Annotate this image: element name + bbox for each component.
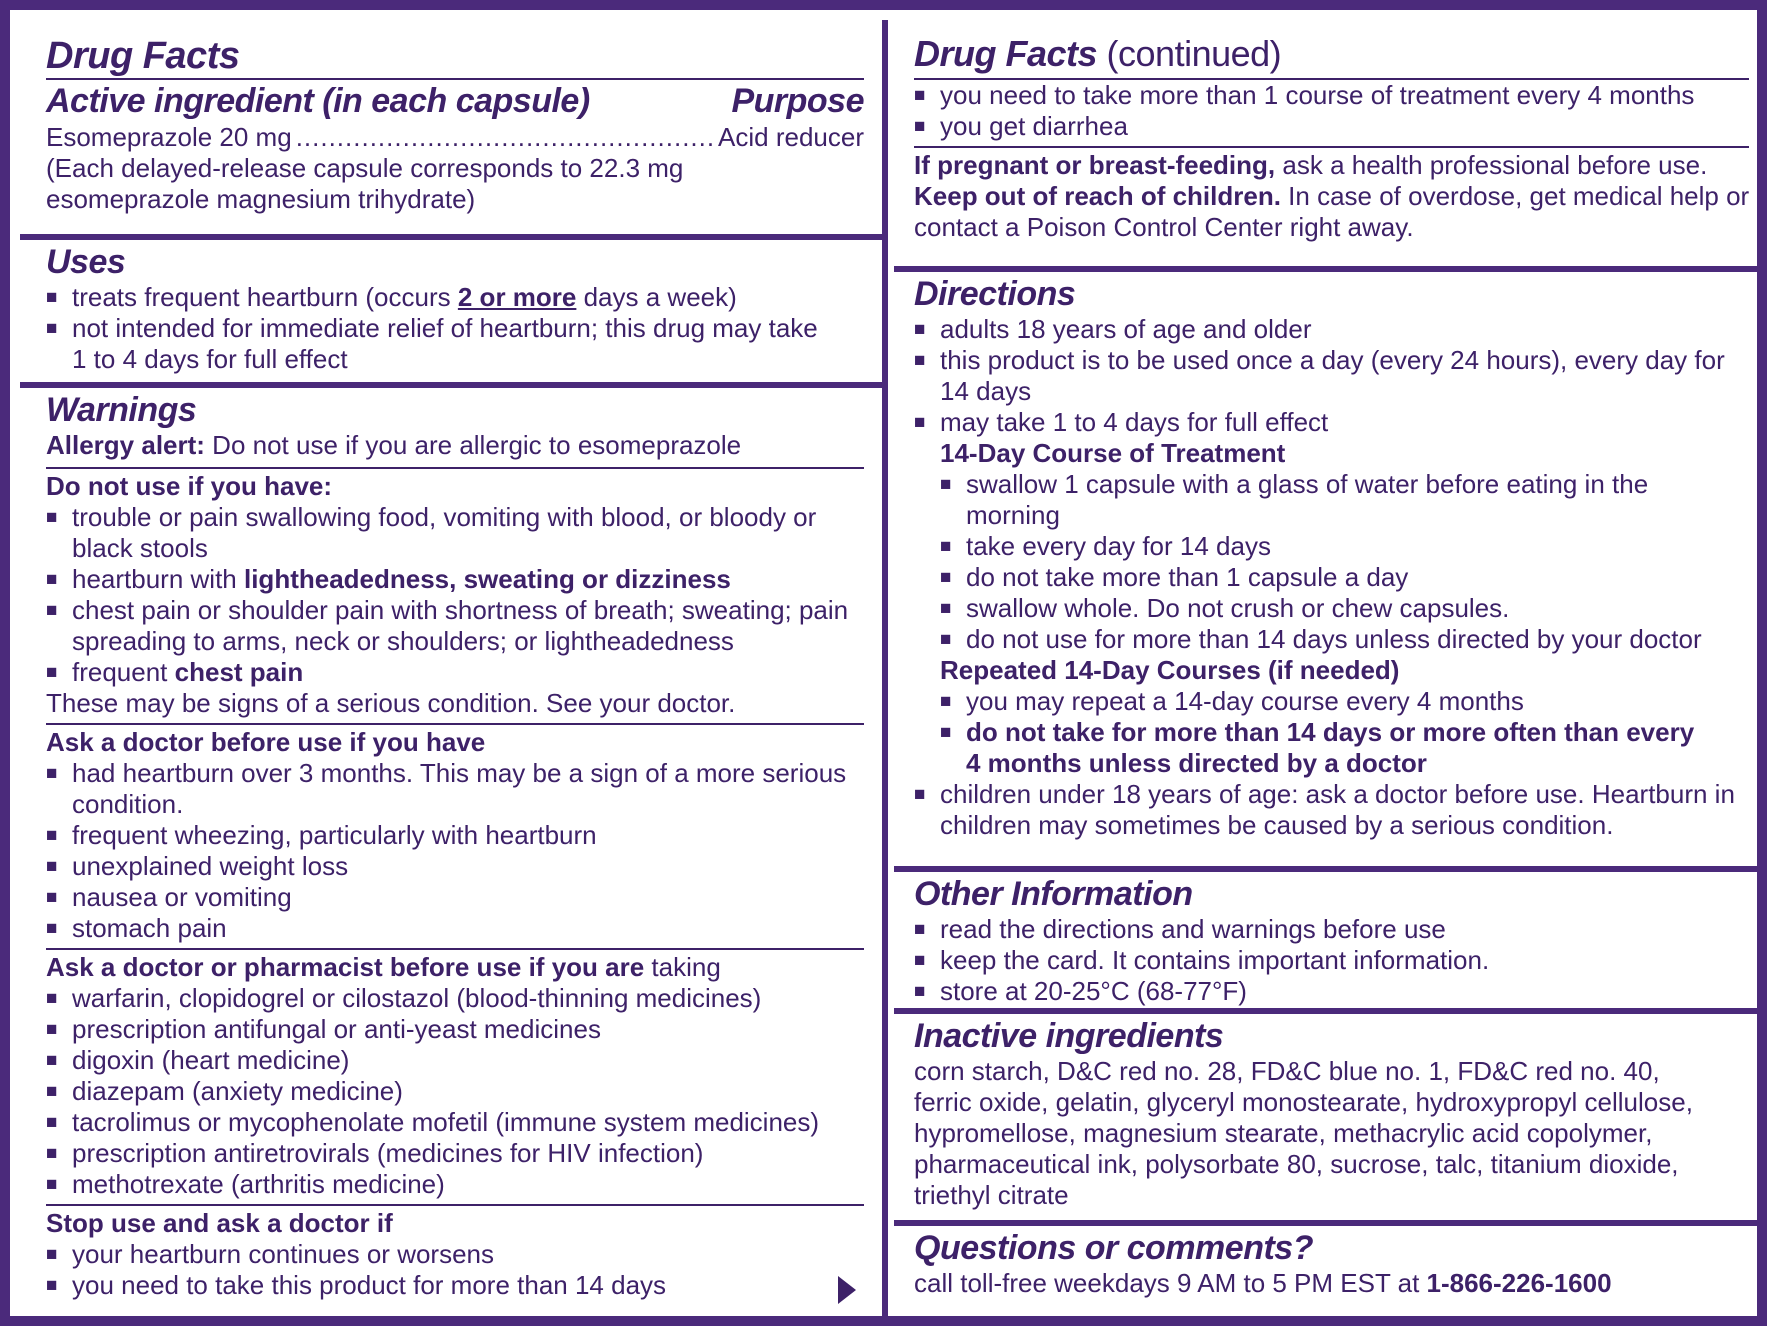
list-item: ■ had heartburn over 3 months. This may be a sign of a more serious condition. [46, 758, 864, 820]
poison-control-note: contact a Poison Control Center right away. [914, 212, 1414, 242]
list-item: ■ this product is to be used once a day (every 24 hours), every day for 14 days [914, 345, 1749, 407]
list-item: ■ frequent wheezing, particularly with heartburn [46, 820, 864, 851]
list-item: ■ frequent chest pain [46, 657, 864, 688]
list-item: ■ trouble or pain swallowing food, vomiting with blood, or bloody or black stools [46, 502, 864, 564]
other-information-section [894, 874, 1767, 1008]
drug-facts-continued-title: Drug Facts (continued) [914, 34, 1282, 74]
keep-out-of-reach: Keep out of reach of children. In case of overdose, get medical help or [914, 181, 1750, 211]
ingredient-purpose: Acid reducer [718, 122, 864, 152]
list-item: ■ treats frequent heartburn (occurs 2 or more days a week) [46, 282, 864, 313]
list-item: ■ swallow 1 capsule with a glass of water before eating in the morning [940, 469, 1749, 531]
uses-title: Uses [46, 243, 126, 281]
leader-dots [296, 122, 714, 153]
right-column [894, 20, 1767, 1326]
list-item: ■ digoxin (heart medicine) [46, 1045, 864, 1076]
questions-contact: call toll-free weekdays 9 AM to 5 PM EST at 1-866-226-1600 [914, 1268, 1612, 1298]
do-not-use-header: Do not use if you have: [46, 471, 333, 501]
inactive-list: corn starch, D&C red no. 28, FD&C blue no. 1, FD&C red no. 40, [914, 1056, 1660, 1086]
inactive-list: triethyl citrate [914, 1180, 1069, 1210]
stop-use-header: Stop use and ask a doctor if [46, 1208, 393, 1238]
ingredient-note: (Each delayed-release capsule corresponds to 22.3 mg [46, 153, 684, 183]
warnings-section [20, 390, 882, 1326]
questions-section [894, 1228, 1767, 1326]
section-divider [894, 266, 1767, 272]
list-item: ■ swallow whole. Do not crush or chew capsules. [940, 593, 1749, 624]
list-item: ■ do not take more than 1 capsule a day [940, 562, 1749, 593]
list-item: ■ keep the card. It contains important information. [914, 945, 1749, 976]
list-item: ■ you get diarrhea [914, 111, 1749, 142]
list-item: ■ children under 18 years of age: ask a doctor before use. Heartburn in children may sometimes be caused by a serious condition. [914, 779, 1749, 841]
active-ingredient-section [20, 34, 882, 238]
drug-facts-title: Drug Facts [46, 35, 240, 77]
inactive-ingredients-title: Inactive ingredients [914, 1017, 1224, 1055]
list-item: ■ read the directions and warnings before use [914, 914, 1749, 945]
list-item: ■ you may repeat a 14-day course every 4 months [940, 686, 1749, 717]
section-divider [20, 382, 882, 388]
inactive-list: ferric oxide, gelatin, glyceryl monostearate, hydroxypropyl cellulose, [914, 1087, 1693, 1117]
list-item: ■ unexplained weight loss [46, 851, 864, 882]
section-divider [894, 1008, 1767, 1014]
ask-doctor-header: Ask a doctor before use if you have [46, 727, 486, 757]
allergy-alert: Allergy alert: Do not use if you are allergic to esomeprazole [46, 430, 742, 460]
purpose-header: Purpose [731, 82, 864, 120]
uses-section [20, 242, 882, 382]
list-item: ■ prescription antifungal or anti-yeast medicines [46, 1014, 864, 1045]
list-item: ■ take every day for 14 days [940, 531, 1749, 562]
active-ingredient-header: Active ingredient (in each capsule) [46, 82, 590, 120]
list-item: ■ warfarin, clopidogrel or cilostazol (blood-thinning medicines) [46, 983, 864, 1014]
list-item: ■ adults 18 years of age and older [914, 314, 1749, 345]
continued-section [894, 34, 1767, 266]
list-item: ■ may take 1 to 4 days for full effect [914, 407, 1749, 438]
list-item: ■ heartburn with lightheadedness, sweating or dizziness [46, 564, 864, 595]
list-item: ■ stomach pain [46, 913, 864, 944]
list-item: ■ you need to take more than 1 course of treatment every 4 months [914, 80, 1749, 111]
warnings-title: Warnings [46, 391, 197, 429]
list-item: ■ do not use for more than 14 days unless directed by your doctor [940, 624, 1749, 655]
section-divider [20, 234, 882, 240]
list-item: ■ prescription antiretrovirals (medicines for HIV infection) [46, 1138, 864, 1169]
list-item: ■ store at 20-25°C (68-77°F) [914, 976, 1749, 1007]
list-item: ■ you need to take this product for more than 14 days [46, 1270, 864, 1301]
left-column [20, 20, 888, 1326]
section-divider [894, 1220, 1767, 1226]
course-header: 14-Day Course of Treatment [940, 438, 1286, 468]
ingredient-note: esomeprazole magnesium trihydrate) [46, 184, 476, 214]
list-item: ■ tacrolimus or mycophenolate mofetil (immune system medicines) [46, 1107, 864, 1138]
list-item: ■ not intended for immediate relief of heartburn; this drug may take 1 to 4 days for full effect [46, 313, 864, 375]
directions-section [894, 274, 1767, 866]
pregnancy-warning: If pregnant or breast-feeding, ask a health professional before use. [914, 150, 1708, 180]
list-item: ■ methotrexate (arthritis medicine) [46, 1169, 864, 1200]
inactive-list: pharmaceutical ink, polysorbate 80, sucrose, talc, titanium dioxide, [914, 1149, 1679, 1179]
phone-number: 1-866-226-1600 [1426, 1268, 1612, 1298]
list-item: ■ chest pain or shoulder pain with shortness of breath; sweating; pain spreading to arms, neck or shoulders; or lightheadedness [46, 595, 864, 657]
inactive-list: hypromellose, magnesium stearate, methacrylic acid copolymer, [914, 1118, 1653, 1148]
list-item: ■ nausea or vomiting [46, 882, 864, 913]
ingredient-name: Esomeprazole 20 mg [46, 122, 292, 152]
do-not-use-note: These may be signs of a serious condition. See your doctor. [46, 688, 736, 718]
list-item: ■ do not take for more than 14 days or more often than every 4 months unless directed by a doctor [940, 717, 1749, 779]
questions-title: Questions or comments? [914, 1229, 1313, 1267]
list-item: ■ your heartburn continues or worsens [46, 1239, 864, 1270]
continued-arrow-icon [838, 1276, 856, 1304]
directions-title: Directions [914, 275, 1076, 313]
ask-pharmacist-header: Ask a doctor or pharmacist before use if you are taking [46, 952, 721, 982]
other-information-title: Other Information [914, 875, 1193, 913]
list-item: ■ diazepam (anxiety medicine) [46, 1076, 864, 1107]
inactive-ingredients-section [894, 1016, 1767, 1220]
section-divider [894, 866, 1767, 872]
repeat-header: Repeated 14-Day Courses (if needed) [940, 655, 1400, 685]
